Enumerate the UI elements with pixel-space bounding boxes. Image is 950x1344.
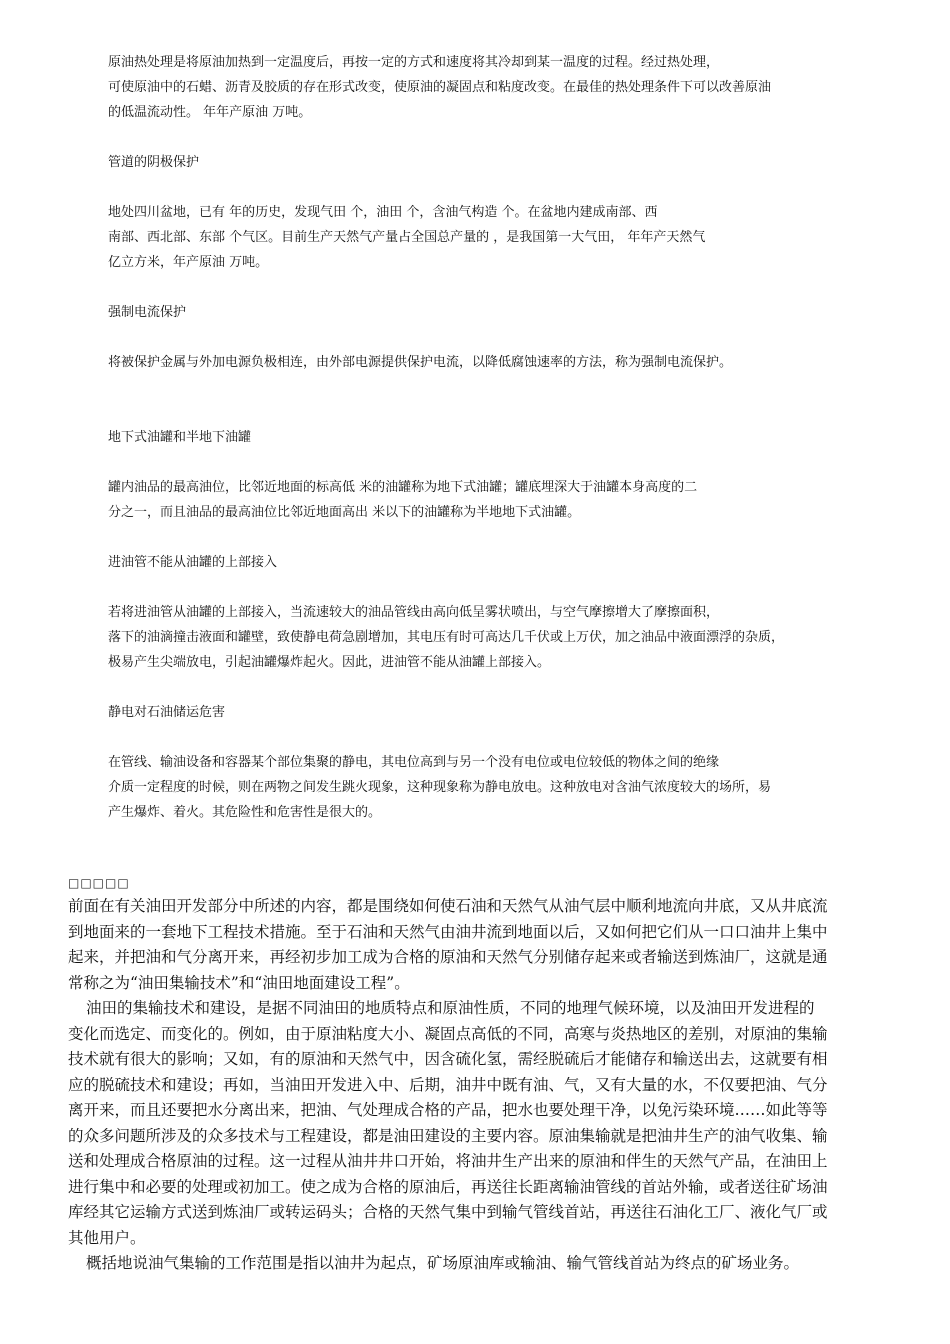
text-line: 强制电流保护 bbox=[108, 305, 187, 320]
paragraph-2 bbox=[68, 996, 888, 1251]
blank-line bbox=[108, 125, 848, 150]
text-line: 的低温流动性。 年年产原油 万吨。 bbox=[108, 105, 312, 120]
paragraph-line: 概括地说油气集输的工作范围是指以油井为起点，矿场原油库或输油、输气管线首站为终点的矿场业务。 bbox=[86, 1254, 800, 1272]
blank-line bbox=[108, 675, 848, 700]
paragraph-3 bbox=[68, 1251, 888, 1277]
text-line: 可使原油中的石蜡、沥青及胶质的存在形式改变，使原油的凝固点和粘度改变。在最佳的热处理条件下可以改善原油 bbox=[108, 80, 772, 95]
text-line: 介质一定程度的时候，则在两物之间发生跳火现象，这种现象称为静电放电。这种放电对含油气浓度较大的场所，易 bbox=[108, 780, 772, 795]
paragraph-line: 技术就有很大的影响；又如，有的原油和天然气中，因含硫化氢，需经脱硫后才能储存和输送出去，这就要有相 bbox=[68, 1050, 828, 1068]
paragraph-line: 应的脱硫技术和建设；再如，当油田开发进入中、后期，油井中既有油、气，又有大量的水，不仅要把油、气分 bbox=[68, 1075, 828, 1094]
paragraph-line: 常称之为“油田集输技术”和“油田地面建设工程”。 bbox=[68, 973, 410, 992]
text-line: 静电对石油储运危害 bbox=[108, 705, 226, 720]
blank-line bbox=[108, 575, 848, 600]
paragraph-line: 库经其它运输方式送到炼油厂或转运码头；合格的天然气集中到输气管线首站，再送往石油化工厂、液化气厂或 bbox=[68, 1203, 828, 1221]
text-line: 若将进油管从油罐的上部接入，当流速较大的油品管线由高向低呈雾状喷出，与空气摩擦增大了摩擦面积， bbox=[108, 605, 720, 620]
text-line: 将被保护金属与外加电源负极相连，由外部电源提供保护电流，以降低腐蚀速率的方法，称为强制电流保护。 bbox=[108, 355, 733, 370]
paragraph-line: 到地面来的一套地下工程技术措施。至于石油和天然气由油井流到地面以后，又如何把它们从一口口油井上集中 bbox=[68, 922, 828, 941]
paragraph-line: 起来，并把油和气分离开来，再经初步加工成为合格的原油和天然气分别储存起来或者输送到炼油厂，这就是通 bbox=[68, 948, 828, 966]
paragraph-line: 前面在有关油田开发部分中所述的内容，都是围绕如何使石油和天然气从油气层中顺利地流向井底，又从井底流 bbox=[68, 897, 828, 915]
text-line: 管道的阴极保护 bbox=[108, 155, 200, 170]
bottom-text-block bbox=[68, 872, 888, 1277]
text-line: 产生爆炸、着火。其危险性和危害性是很大的。 bbox=[108, 805, 382, 820]
text-line: 进油管不能从油罐的上部接入 bbox=[108, 555, 278, 570]
text-line: 极易产生尖端放电，引起油罐爆炸起火。因此，进油管不能从油罐上部接入。 bbox=[108, 655, 551, 670]
blank-line bbox=[108, 325, 848, 350]
text-line: 落下的油滴撞击液面和罐壁，致使静电荷急剧增加，其电压有时可高达几千伏或上万伏，加之油品中液面漂浮的杂质， bbox=[108, 630, 785, 645]
paragraph-line: 离开来，而且还要把水分离出来，把油、气处理成合格的产品，把水也要处理干净，以免污染环境……如此等等 bbox=[68, 1101, 828, 1119]
blank-line bbox=[108, 725, 848, 750]
text-line: 原油热处理是将原油加热到一定温度后，再按一定的方式和速度将其冷却到某一温度的过程。经过热处理， bbox=[108, 55, 720, 70]
text-line: 分之一，而且油品的最高油位比邻近地面高出 米以下的油罐称为半地地下式油罐。 bbox=[108, 505, 581, 520]
text-line: 亿立方米，年产原油 万吨。 bbox=[108, 255, 269, 270]
section-heading: □□□□□ bbox=[68, 876, 130, 890]
text-line: 罐内油品的最高油位，比邻近地面的标高低 米的油罐称为地下式油罐；罐底埋深大于油罐本身高度的二 bbox=[108, 480, 698, 495]
paragraph-1 bbox=[68, 894, 888, 996]
paragraph-line: 其他用户。 bbox=[68, 1228, 146, 1247]
paragraph-line: 送和处理成合格原油的过程。这一过程从油井井口开始，将油井生产出来的原油和伴生的天然气产品，在油田上 bbox=[68, 1152, 828, 1170]
text-line: 在管线、输油设备和容器某个部位集聚的静电，其电位高到与另一个没有电位或电位较低的物体之间的绝缘 bbox=[108, 755, 720, 770]
text-line: 南部、西北部、东部 个气区。目前生产天然气产量占全国总产量的 ，是我国第一大气田， 年年产天然气 bbox=[108, 230, 706, 245]
blank-line bbox=[108, 525, 848, 550]
blank-line bbox=[108, 450, 848, 475]
text-line: 地处四川盆地，已有 年的历史，发现气田 个，油田 个，含油气构造 个。在盆地内建成南部、西 bbox=[108, 205, 658, 220]
paragraph-line: 油田的集输技术和建设，是据不同油田的地质特点和原油性质，不同的地理气候环境，以及油田开发进程的 bbox=[86, 999, 815, 1017]
blank-line bbox=[108, 175, 848, 200]
paragraph-line: 进行集中和必要的处理或初加工。使之成为合格的原油后，再送往长距离输油管线的首站外输，或者送往矿场油 bbox=[68, 1177, 828, 1196]
blank-line bbox=[108, 400, 848, 425]
paragraph-line: 的众多问题所涉及的众多技术与工程建设，都是油田建设的主要内容。原油集输就是把油井生产的油气收集、输 bbox=[68, 1126, 828, 1145]
text-line: 地下式油罐和半地下油罐 bbox=[108, 430, 252, 445]
top-text-block bbox=[108, 50, 848, 825]
blank-line bbox=[108, 275, 848, 300]
blank-line bbox=[108, 375, 848, 400]
paragraph-line: 变化而选定、而变化的。例如，由于原油粘度大小、凝固点高低的不同，高寒与炎热地区的差别，对原油的集输 bbox=[68, 1024, 828, 1043]
